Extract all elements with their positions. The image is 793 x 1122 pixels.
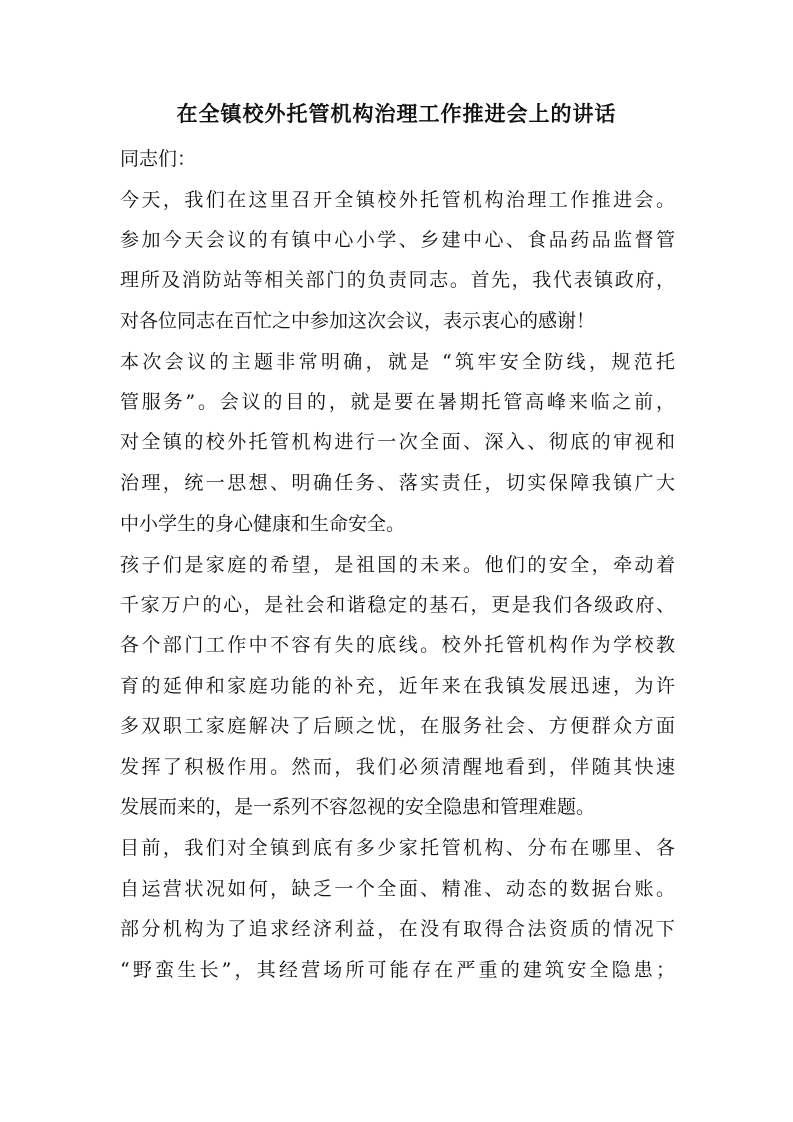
body-line: 发挥了积极作用。然而，我们必须清醒地看到，伴随其快速 xyxy=(120,756,675,778)
body-line: 自运营状况如何，缺乏一个全面、精准、动态的数据台账。 xyxy=(120,878,675,900)
body-line: 今天，我们在这里召开全镇校外托管机构治理工作推进会。 xyxy=(120,189,675,211)
body-line: 对各位同志在百忙之中参加这次会议，表示衷心的感谢！ xyxy=(120,310,596,332)
body-line: 治理，统一思想、明确任务、落实责任，切实保障我镇广大 xyxy=(120,472,675,494)
body-line: 对全镇的校外托管机构进行一次全面、深入、彻底的审视和 xyxy=(120,431,675,453)
body-line: 管服务”。会议的目的，就是要在暑期托管高峰来临之前， xyxy=(120,391,675,413)
body-line: 理所及消防站等相关部门的负责同志。首先，我代表镇政府， xyxy=(120,269,675,291)
body-line: “野蛮生长”，其经营场所可能存在严重的建筑安全隐患； xyxy=(120,959,675,981)
body-line: 多双职工家庭解决了后顾之忧，在服务社会、方便群众方面 xyxy=(120,715,675,737)
body-line: 本次会议的主题非常明确，就是 “筑牢安全防线，规范托 xyxy=(120,351,675,373)
body-line: 参加今天会议的有镇中心小学、乡建中心、食品药品监督管 xyxy=(120,229,675,251)
document-title: 在全镇校外托管机构治理工作推进会上的讲话 xyxy=(176,101,617,126)
body-line: 发展而来的，是一系列不容忽视的安全隐患和管理难题。 xyxy=(120,796,596,818)
body-line: 育的延伸和家庭功能的补充，近年来在我镇发展迅速，为许 xyxy=(120,675,675,697)
body-line: 千家万户的心，是社会和谐稳定的基石，更是我们各级政府、 xyxy=(120,594,675,616)
salutation-line: 同志们： xyxy=(120,148,197,170)
body-line: 各个部门工作中不容有失的底线。校外托管机构作为学校教 xyxy=(120,634,675,656)
body-line: 部分机构为了追求经济利益，在没有取得合法资质的情况下 xyxy=(120,918,675,940)
body-line: 孩子们是家庭的希望，是祖国的未来。他们的安全，牵动着 xyxy=(120,554,675,576)
body-line: 中小学生的身心健康和生命安全。 xyxy=(120,513,406,535)
body-line: 目前，我们对全镇到底有多少家托管机构、分布在哪里、各 xyxy=(120,837,675,859)
